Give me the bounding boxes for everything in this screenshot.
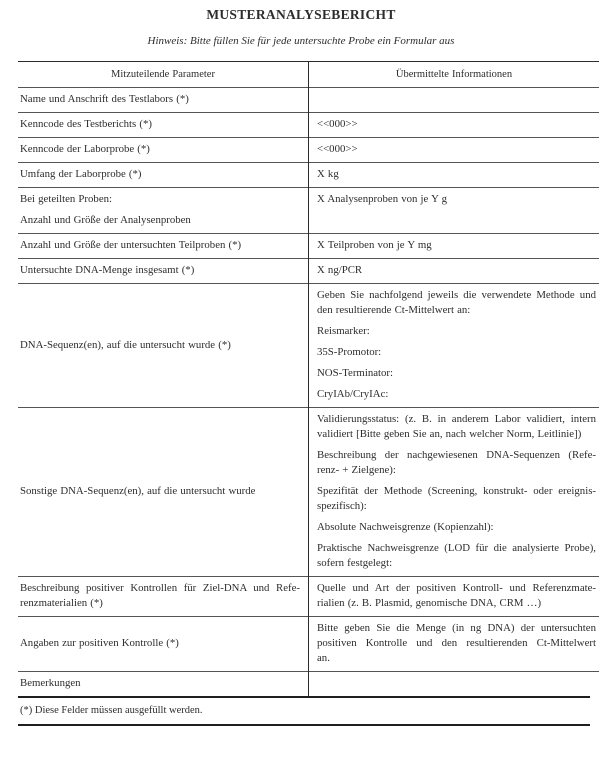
row-positive-kontrollen bbox=[18, 577, 599, 617]
row-bemerkungen bbox=[18, 672, 599, 697]
row-dna-menge bbox=[18, 259, 599, 284]
row-angaben-positive-kontrolle bbox=[18, 617, 599, 672]
row-value: Geben Sie nachfolgend jeweils die verwendete Methode und den resultierende Ct-Mittelwert an: Reismarker: 35S-Promotor: NOS-Terminator: CryIAb/CryIAc: bbox=[309, 284, 600, 408]
row-value: X kg bbox=[309, 163, 600, 188]
table-header-row bbox=[18, 62, 599, 88]
row-label: Beschreibung positiver Kontrollen für Ziel-DNA und Refe- renzmaterialien (*) bbox=[18, 577, 309, 617]
row-untersuchte-teilproben bbox=[18, 234, 599, 259]
row-label: Angaben zur positiven Kontrolle (*) bbox=[18, 617, 309, 672]
row-kenncode-testbericht bbox=[18, 113, 599, 138]
column-header-informations: Übermittelte Informationen bbox=[309, 62, 600, 88]
row-label: Umfang der Laborprobe (*) bbox=[18, 163, 309, 188]
row-value: X Analysenproben von je Y g bbox=[309, 188, 600, 234]
row-label: Name und Anschrift des Testlabors (*) bbox=[18, 88, 309, 113]
row-dna-sequenzen bbox=[18, 284, 599, 408]
row-value: Validierungsstatus: (z. B. in anderem Labor validiert, intern validiert [Bitte geben Sie an, nach welcher Norm, Leitlinie]) Beschreibung der nachgewiesenen DNA-Sequenzen (Refe- renz- + Zielgene): Spezifität der Methode (Screening, konstrukt- oder ereignis- spezifisch): Absolute Nachweisgrenze (Kopienzahl): Praktische Nachweisgrenze (LOD für die analysierte Probe), sofern festgelegt: bbox=[309, 408, 600, 577]
page-title: MUSTERANALYSEBERICHT bbox=[206, 7, 396, 22]
row-value: Bitte geben Sie die Menge (in ng DNA) der untersuchten positiven Kontrolle und den resultierenden Ct-Mittelwert an. bbox=[309, 617, 600, 672]
row-name-anschrift-testlabor bbox=[18, 88, 599, 113]
row-kenncode-laborprobe bbox=[18, 138, 599, 163]
row-sonstige-dna-sequenzen bbox=[18, 408, 599, 577]
row-umfang-laborprobe bbox=[18, 163, 599, 188]
row-value-empty bbox=[309, 88, 600, 113]
row-value: X ng/PCR bbox=[309, 259, 600, 284]
row-label: Kenncode des Testberichts (*) bbox=[18, 113, 309, 138]
analysis-table bbox=[18, 61, 599, 696]
row-value: Quelle und Art der positiven Kontroll- und Referenzmate- rialien (z. B. Plasmid, genomische DNA, CRM …) bbox=[309, 577, 600, 617]
row-label: Bei geteilten Proben: Anzahl und Größe der Analysenproben bbox=[18, 188, 309, 234]
row-label: Bemerkungen bbox=[18, 672, 309, 697]
row-label: DNA-Sequenz(en), auf die untersucht wurde (*) bbox=[18, 284, 309, 408]
row-label: Anzahl und Größe der untersuchten Teilproben (*) bbox=[18, 234, 309, 259]
row-geteilte-proben bbox=[18, 188, 599, 234]
row-value-empty bbox=[309, 672, 600, 697]
column-header-parameters: Mitzuteilende Parameter bbox=[18, 62, 309, 88]
row-value: <<000>> bbox=[309, 138, 600, 163]
row-label: Untersuchte DNA-Menge insgesamt (*) bbox=[18, 259, 309, 284]
row-label: Kenncode der Laborprobe (*) bbox=[18, 138, 309, 163]
page-hint: Hinweis: Bitte füllen Sie für jede untersuchte Probe ein Formular aus bbox=[147, 35, 455, 47]
row-label: Sonstige DNA-Sequenz(en), auf die untersucht wurde bbox=[18, 408, 309, 577]
footnote: (*) Diese Felder müssen ausgefüllt werden. bbox=[18, 696, 590, 726]
row-value: <<000>> bbox=[309, 113, 600, 138]
row-value: X Teilproben von je Y mg bbox=[309, 234, 600, 259]
